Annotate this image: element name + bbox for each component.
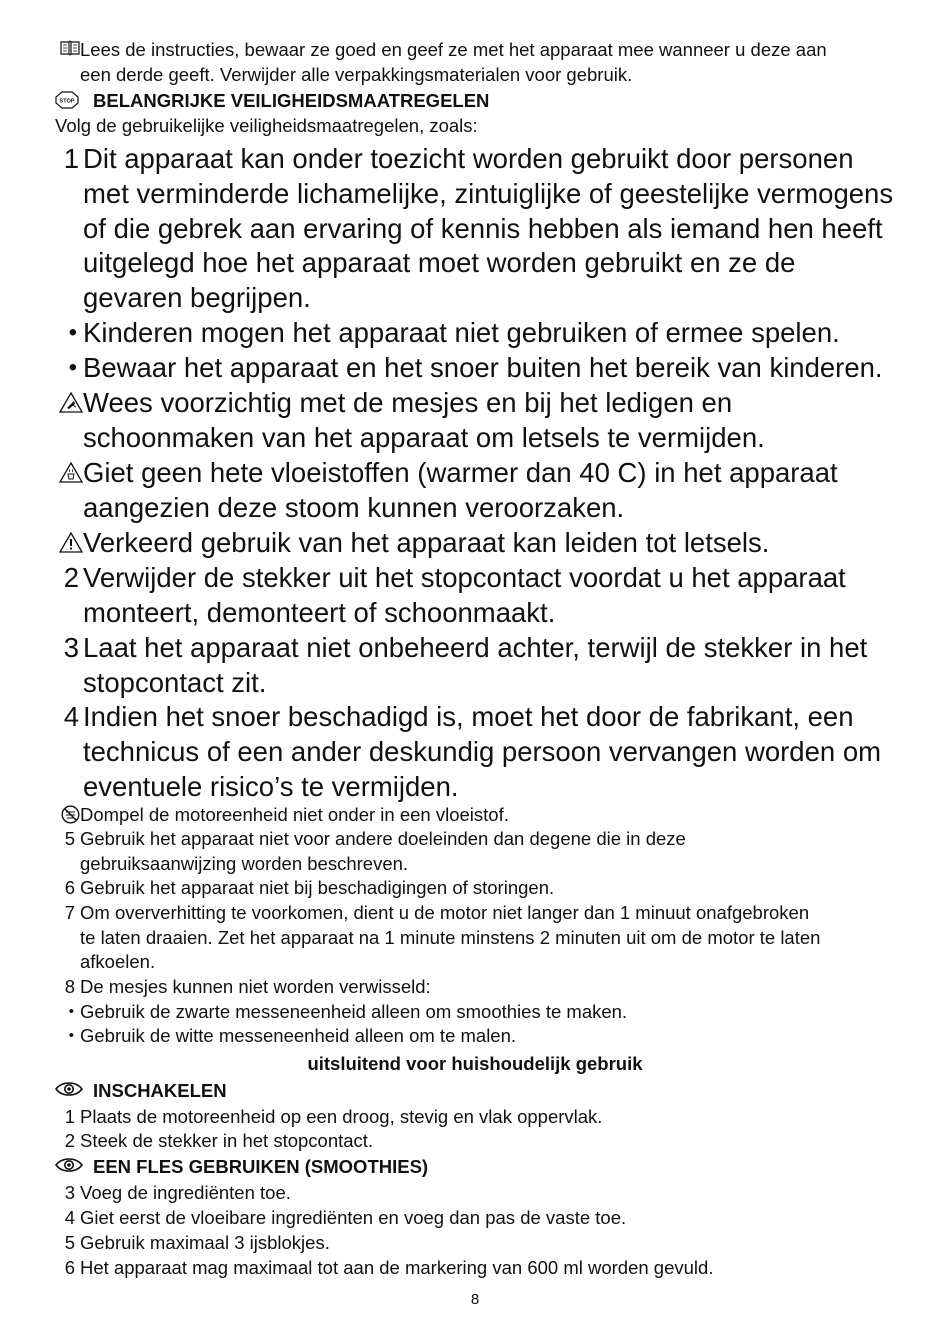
- text-line: Kinderen mogen het apparaat niet gebruiken of ermee spelen.: [83, 317, 840, 348]
- bottle-item-3: [55, 1181, 915, 1206]
- intro-line-2: een derde geeft. Verwijder alle verpakkingsmaterialen voor gebruik.: [80, 63, 633, 85]
- switch-on-heading: INSCHAKELEN: [93, 1080, 227, 1101]
- text-line: Indien het snoer beschadigd is, moet het door de fabrikant, een: [83, 701, 854, 732]
- hot-liquid-warning-icon: [59, 456, 83, 483]
- small-item-8: [55, 975, 915, 1000]
- item-number: 5: [64, 1232, 75, 1253]
- text-line: Gebruik maximaal 3 ijsblokjes.: [80, 1232, 330, 1253]
- text-line: Giet eerst de vloeibare ingrediënten en voeg dan pas de vaste toe.: [80, 1207, 627, 1228]
- no-immerse-icon: [61, 803, 80, 824]
- blade-warning-icon: [59, 386, 83, 413]
- large-item-children: [55, 316, 915, 351]
- large-item-storage: [55, 351, 915, 386]
- text-line: eventuele risico’s te vermijden.: [83, 770, 459, 802]
- text-line: Voeg de ingrediënten toe.: [80, 1182, 291, 1203]
- page-number: 8: [470, 1291, 480, 1308]
- bottle-item-6: [55, 1256, 915, 1281]
- text-line: Laat het apparaat niet onbeheerd achter, terwijl de stekker in het: [83, 632, 868, 663]
- item-number: 6: [64, 877, 75, 898]
- item-number: 1: [63, 143, 79, 174]
- small-item-white-blade: [55, 1024, 915, 1049]
- stop-icon: [55, 89, 79, 109]
- text-line: gevaren begrijpen.: [83, 282, 311, 314]
- item-number: 1: [64, 1106, 75, 1127]
- bottle-heading: EEN FLES GEBRUIKEN (SMOOTHIES): [93, 1156, 429, 1177]
- small-item-no-immerse: [55, 803, 915, 828]
- text-line: technicus of een ander deskundig persoon vervangen worden om: [83, 735, 882, 767]
- text-line: of die gebrek aan ervaring of kennis hebben als iemand hen heeft: [83, 212, 883, 244]
- large-item-4: [55, 700, 915, 804]
- text-line: Gebruik de witte messeneenheid alleen om te malen.: [80, 1025, 517, 1046]
- item-number: 4: [64, 1207, 75, 1228]
- bullet: •: [68, 354, 77, 381]
- small-item-5: [55, 827, 915, 876]
- item-number: 4: [63, 701, 79, 732]
- text-line: Bewaar het apparaat en het snoer buiten het bereik van kinderen.: [83, 352, 883, 383]
- book-icon: [60, 38, 80, 56]
- text-line: Wees voorzichtig met de mesjes en bij het ledigen en: [83, 387, 733, 418]
- intro-line-1: Lees de instructies, bewaar ze goed en geef ze met het apparaat mee wanneer u deze aan: [80, 39, 827, 60]
- item-number: 5: [64, 828, 75, 849]
- text-line: Gebruik de zwarte messeneenheid alleen om smoothies te maken.: [80, 1001, 628, 1022]
- text-line: Om oververhitting te voorkomen, dient u de motor niet langer dan 1 minuut onafgebroken: [80, 902, 810, 923]
- text-line: gebruiksaanwijzing worden beschreven.: [80, 852, 409, 874]
- bottle-item-4: [55, 1206, 915, 1231]
- item-number: 8: [64, 976, 75, 997]
- bullet: •: [68, 1003, 74, 1020]
- text-line: te laten draaien. Zet het apparaat na 1 minute minstens 2 minuten uit om de motor te laten: [80, 926, 821, 948]
- text-line: Verwijder de stekker uit het stopcontact voordat u het apparaat: [83, 562, 846, 593]
- bullet: •: [68, 319, 77, 346]
- text-line: Verkeerd gebruik van het apparaat kan leiden tot letsels.: [83, 527, 770, 558]
- stop-icon-label: STOP: [59, 98, 75, 105]
- safety-subheading-row: [55, 114, 915, 139]
- text-line: Gebruik het apparaat niet voor andere doeleinden dan degene die in deze: [80, 828, 686, 849]
- small-item-7: [55, 901, 915, 975]
- text-line: Dompel de motoreenheid niet onder in een vloeistof.: [80, 804, 509, 825]
- item-number: 3: [63, 632, 79, 663]
- large-item-hot-liquid: [55, 456, 915, 526]
- item-number: 2: [63, 562, 79, 593]
- text-line: stopcontact zit.: [83, 666, 267, 698]
- safety-heading-row: [55, 89, 915, 114]
- text-line: Gebruik het apparaat niet bij beschadigingen of storingen.: [80, 877, 555, 898]
- large-item-misuse: [55, 526, 915, 561]
- intro-paragraph: [55, 38, 915, 87]
- eye-icon: [55, 1155, 83, 1173]
- bottle-item-5: [55, 1231, 915, 1256]
- text-line: De mesjes kunnen niet worden verwisseld:: [80, 976, 431, 997]
- large-item-2: [55, 561, 915, 631]
- text-line: Dit apparaat kan onder toezicht worden gebruikt door personen: [83, 143, 854, 174]
- large-item-blades: [55, 386, 915, 456]
- switch-on-heading-row: [55, 1079, 915, 1104]
- household-note: uitsluitend voor huishoudelijk gebruik: [307, 1053, 643, 1074]
- bottle-heading-row: [55, 1155, 915, 1180]
- eye-icon: [55, 1079, 83, 1097]
- large-item-3: [55, 631, 915, 701]
- item-number: 2: [64, 1130, 75, 1151]
- text-line: uitgelegd hoe het apparaat moet worden gebruikt en ze de: [83, 247, 796, 279]
- item-number: 6: [64, 1257, 75, 1278]
- switch-on-item-1: [55, 1105, 915, 1130]
- small-item-black-blade: [55, 1000, 915, 1025]
- safety-subheading: Volg de gebruikelijke veiligheidsmaatregelen, zoals:: [55, 115, 478, 136]
- switch-on-item-2: [55, 1129, 915, 1154]
- text-line: Plaats de motoreenheid op een droog, stevig en vlak oppervlak.: [80, 1106, 603, 1127]
- text-line: aangezien deze stoom kunnen veroorzaken.: [83, 491, 625, 523]
- text-line: afkoelen.: [80, 951, 156, 972]
- safety-heading: BELANGRIJKE VEILIGHEIDSMAATREGELEN: [93, 90, 490, 111]
- item-number: 3: [64, 1182, 75, 1203]
- item-number: 7: [64, 902, 75, 923]
- text-line: Steek de stekker in het stopcontact.: [80, 1130, 374, 1151]
- text-line: schoonmaken van het apparaat om letsels te vermijden.: [83, 421, 765, 453]
- text-line: Het apparaat mag maximaal tot aan de markering van 600 ml worden gevuld.: [80, 1257, 714, 1278]
- bullet: •: [68, 1027, 74, 1044]
- text-line: met verminderde lichamelijke, zintuiglijke of geestelijke vermogens: [83, 177, 894, 209]
- text-line: Giet geen hete vloeistoffen (warmer dan 40 C) in het apparaat: [83, 457, 838, 488]
- small-item-6: [55, 876, 915, 901]
- large-item-1: [55, 142, 915, 316]
- text-line: monteert, demonteert of schoonmaakt.: [83, 596, 556, 628]
- warning-icon: [59, 526, 83, 553]
